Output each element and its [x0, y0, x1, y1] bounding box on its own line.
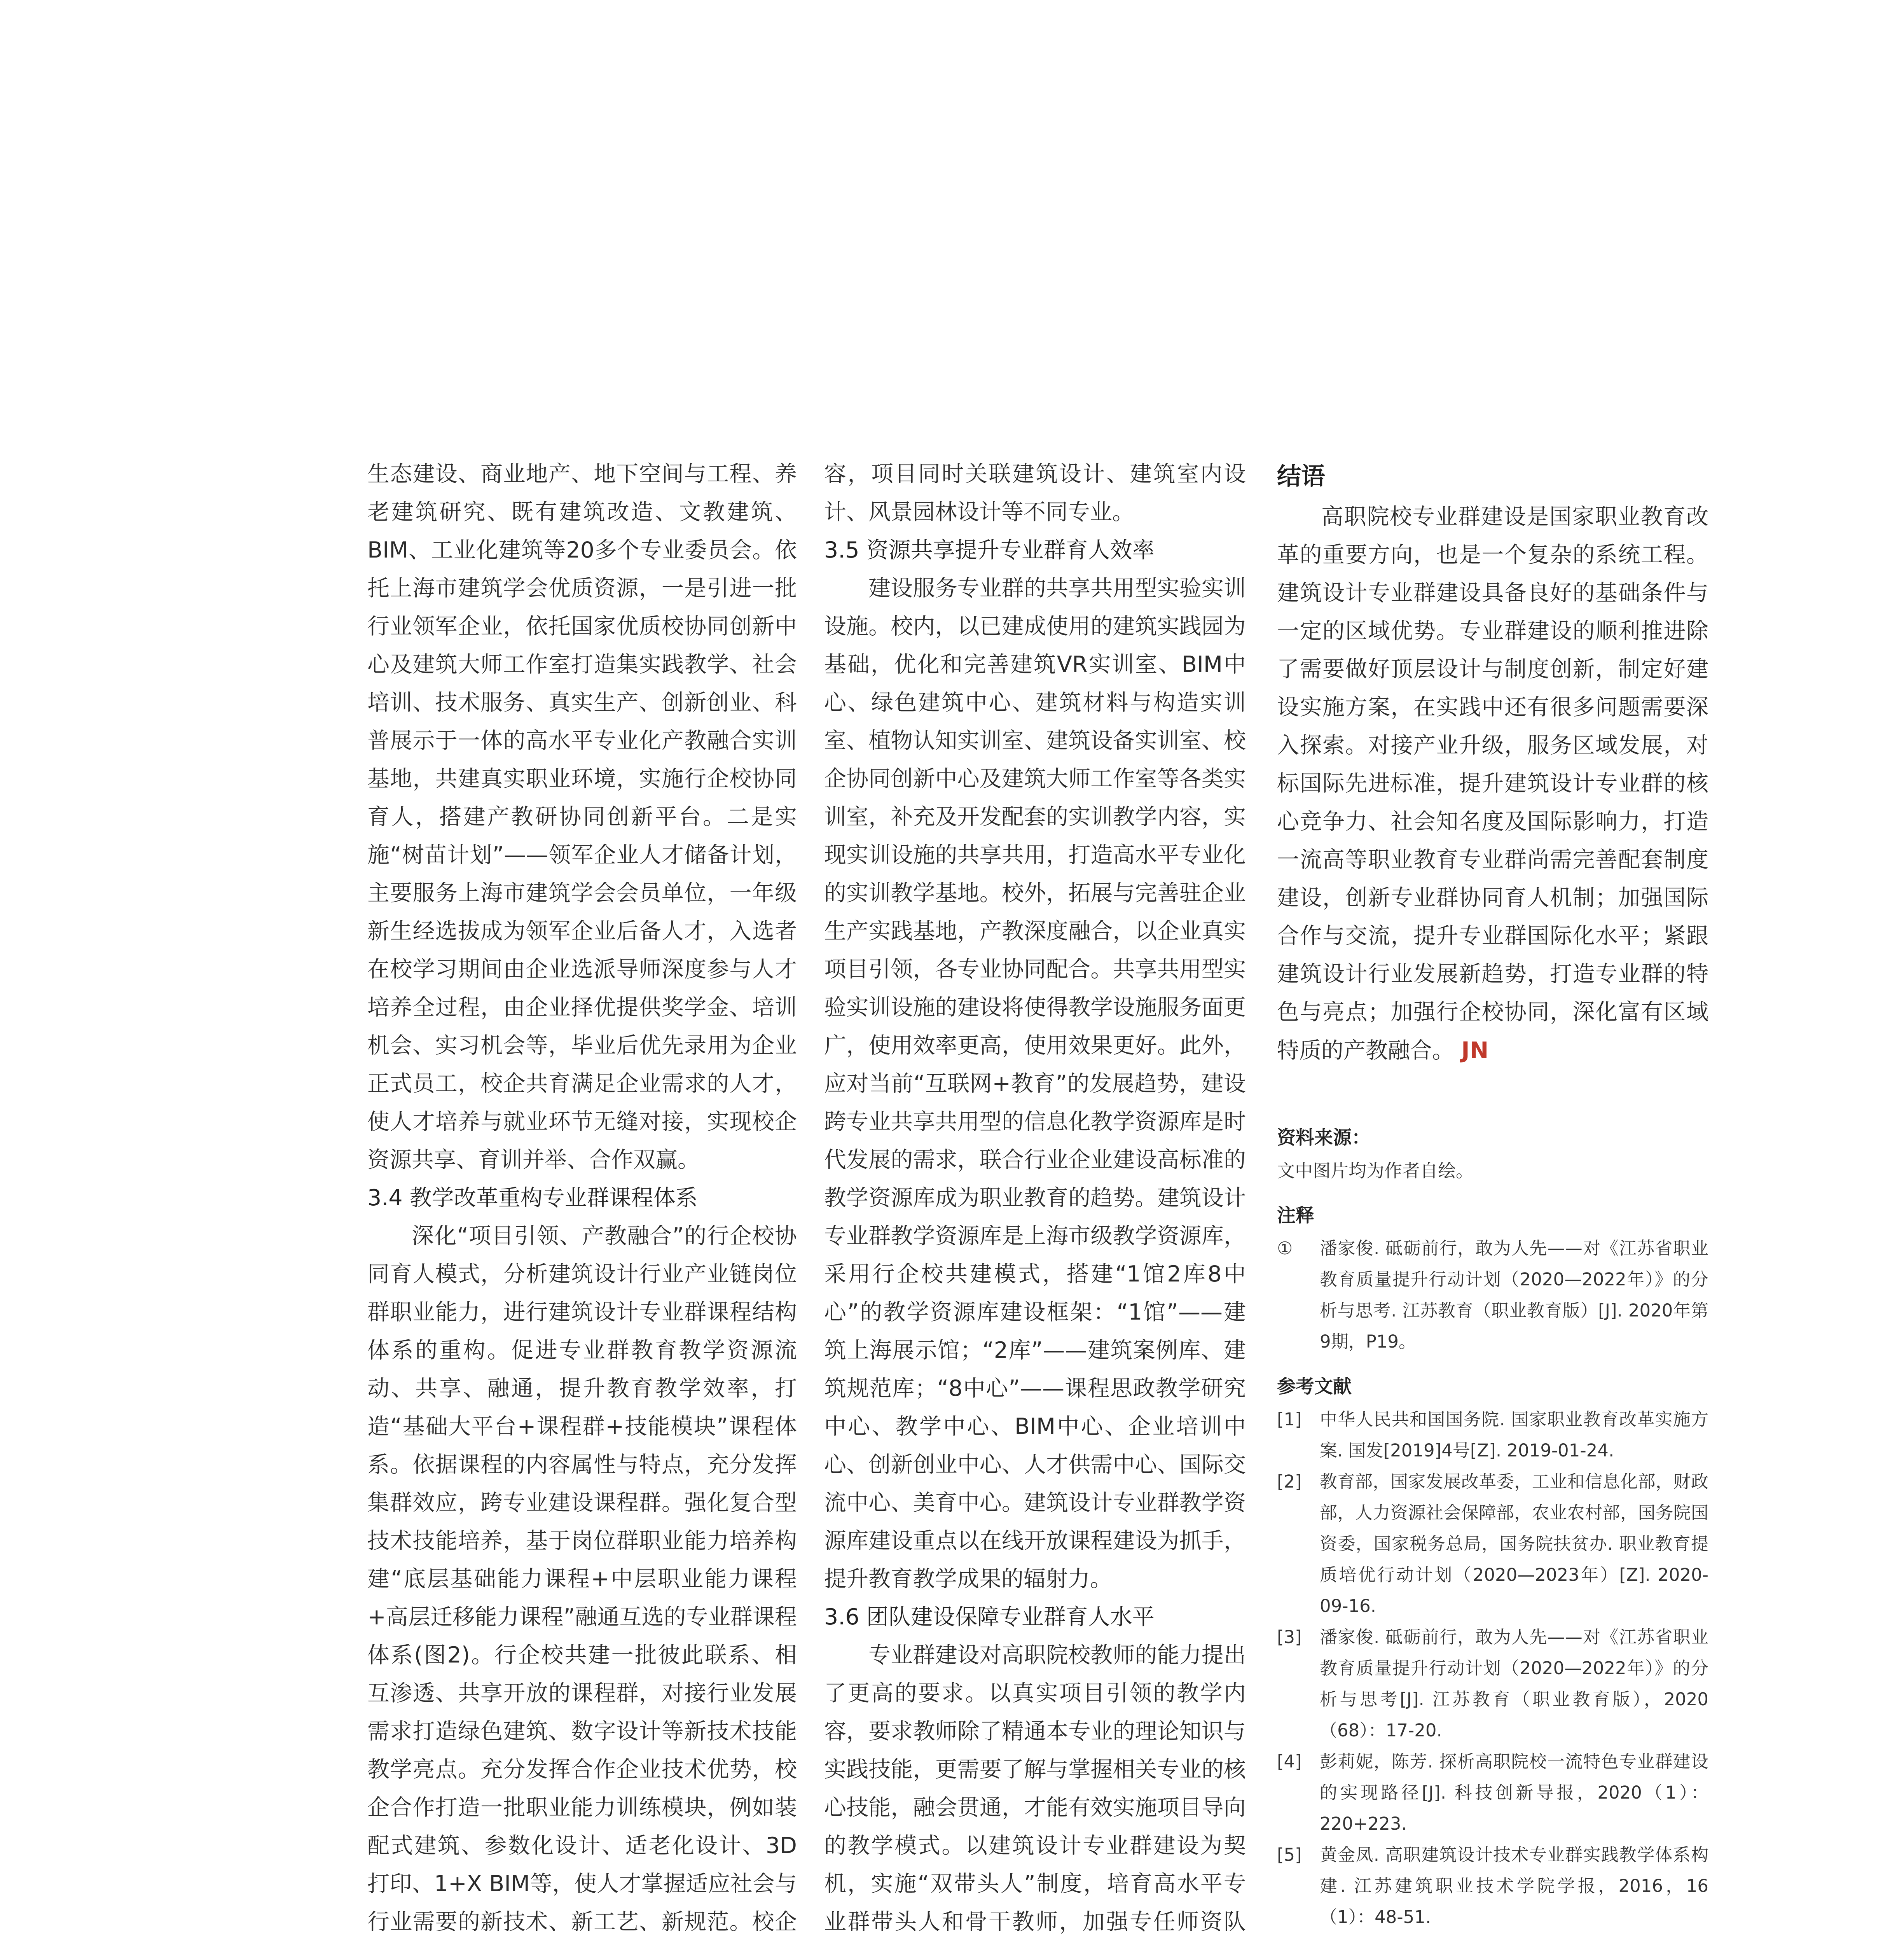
reference-item [1277, 1404, 1708, 1466]
body-paragraph: 建设服务专业群的共享共用型实验实训设施。校内，以已建成使用的建筑实践园为基础，优化和完善建筑VR实训室、BIM中心、绿色建筑中心、建筑材料与构造实训室、植物认知实训室、建筑设备实训室、校企协同创新中心及建筑大师工作室等各类实训室，补充及开发配套的实训教学内容，实现实训设施的共享共用，打造高水平专业化的实训教学基地。校外，拓展与完善驻企业生产实践基地，产教深度融合，以企业真实项目引领，各专业协同配合。共享共用型实验实训设施的建设将使得教学设施服务面更广，使用效率更高，使用效果更好。此外，应对当前“互联网+教育”的发展趋势，建设跨专业共享共用型的信息化教学资源库是时代发展的需求，联合行业企业建设高标准的教学资源库成为职业教育的趋势。建筑设计专业群教学资源库是上海市级教学资源库，采用行企校共建模式，搭建“1馆2库8中心”的教学资源库建设框架：“1馆”——建筑上海展示馆；“2库”——建筑案例库、建筑规范库；“8中心”——课程思政教学研究中心、教学中心、BIM中心、企业培训中心、创新创业中心、人才供需中心、国际交流中心、美育中心。建筑设计专业群教学资源库建设重点以在线开放课程建设为抓手，提升教育教学成果的辐射力。 [824, 575, 1246, 1592]
body-paragraph: 容，项目同时关联建筑设计、建筑室内设计、风景园林设计等不同专业。 [824, 461, 1246, 525]
end-mark-icon: JN [1461, 1037, 1489, 1063]
note-item [1277, 1233, 1708, 1357]
conclusion-paragraph [1277, 498, 1708, 1070]
notes-title: 注释 [1277, 1205, 1315, 1226]
column-right [1277, 455, 1708, 1944]
reference-text: 中华人民共和国国务院. 国家职业教育改革实施方案. 国发[2019]4号[Z]. 2019-01-24. [1320, 1409, 1708, 1461]
reference-item [1277, 1466, 1708, 1622]
note-text: 潘家俊. 砥砺前行，敢为人先——对《江苏省职业教育质量提升行动计划（2020—2022年）》的分析与思考. 江苏教育（职业教育版）[J]. 2020年第9期，P19。 [1320, 1238, 1708, 1352]
column-left [367, 455, 797, 1944]
reference-index: [3] [1277, 1627, 1302, 1647]
note-index: ① [1277, 1238, 1293, 1259]
reference-item [1277, 1746, 1708, 1839]
source-text: 文中图片均为作者自绘。 [1277, 1160, 1474, 1181]
conclusion-text: 高职院校专业群建设是国家职业教育改革的重要方向，也是一个复杂的系统工程。建筑设计专业群建设具备良好的基础条件与一定的区域优势。专业群建设的顺利推进除了需要做好顶层设计与制度创新，制定好建设实施方案，在实践中还有很多问题需要深入探索。对接产业升级，服务区域发展，对标国际先进标准，提升建筑设计专业群的核心竞争力、社会知名度及国际影响力，打造一流高等职业教育专业群尚需完善配套制度建设，创新专业群协同育人机制；加强国际合作与交流，提升专业群国际化水平；紧跟建筑设计行业发展新趋势，打造专业群的特色与亮点；加强行企校协同，深化富有区域特质的产教融合。 [1277, 504, 1708, 1063]
reference-index: [4] [1277, 1751, 1302, 1772]
references-title: 参考文献 [1277, 1376, 1352, 1397]
section-heading-3-5: 3.5 资源共享提升专业群育人效率 [824, 537, 1155, 563]
reference-text: 彭莉妮，陈芳. 探析高职院校一流特色专业群建设的实现路径[J]. 科技创新导报，2020（1）：220+223. [1320, 1751, 1708, 1834]
reference-text: 潘家俊. 砥砺前行，敢为人先——对《江苏省职业教育质量提升行动计划（2020—2022年）》的分析与思考[J]. 江苏教育（职业教育版），2020（68）：17-20. [1320, 1627, 1708, 1741]
reference-item [1277, 1839, 1708, 1933]
column-middle [824, 455, 1246, 1944]
reference-index: [5] [1277, 1844, 1302, 1865]
section-heading-3-6: 3.6 团队建设保障专业群育人水平 [824, 1604, 1155, 1630]
body-paragraph: 专业群建设对高职院校教师的能力提出了更高的要求。以真实项目引领的教学内容，要求教师除了精通本专业的理论知识与实践技能，更需要了解与掌握相关专业的核心技能，融会贯通，才能有效实施项目导向的教学模式。以建筑设计专业群建设为契机，实施“双带头人”制度，培育高水平专业群带头人和骨干教师，加强专任师资队 [824, 1642, 1246, 1935]
reference-text: 教育部，国家发展改革委，工业和信息化部，财政部，人力资源社会保障部，农业农村部，国务院国资委，国家税务总局，国务院扶贫办. 职业教育提质培优行动计划（2020—2023年）[Z]. 2020-09-16. [1320, 1471, 1708, 1616]
reference-item [1277, 1622, 1708, 1746]
body-paragraph: 深化“项目引领、产教融合”的行企校协同育人模式，分析建筑设计行业产业链岗位群职业能力，进行建筑设计专业群课程结构体系的重构。促进专业群教育教学资源流动、共享、融通，提升教育教学效率，打造“基础大平台+课程群+技能模块”课程体系。依据课程的内容属性与特点，充分发挥集群效应，跨专业建设课程群。强化复合型技术技能培养，基于岗位群职业能力培养构建“底层基础能力课程+中层职业能力课程+高层迁移能力课程”融通互选的专业群课程体系(图2)。行企校共建一批彼此联系、相互渗透、共享开放的课程群，对接行业发展需求打造绿色建筑、数字设计等新技术技能教学亮点。充分发挥合作企业技术优势，校企合作打造一批职业能力训练模块，例如装配式建筑、参数化设计、适老化设计、3D打印、1+X BIM等，使人才掌握适应社会与行业需要的新技术、新工艺、新规范。校企 [367, 1223, 797, 1935]
section-heading-3-4: 3.4 教学改革重构专业群课程体系 [367, 1185, 698, 1211]
source-title: 资料来源： [1277, 1127, 1371, 1149]
body-paragraph: 生态建设、商业地产、地下空间与工程、养老建筑研究、既有建筑改造、文教建筑、BIM、工业化建筑等20多个专业委员会。依托上海市建筑学会优质资源，一是引进一批行业领军企业，依托国家优质校协同创新中心及建筑大师工作室打造集实践教学、社会培训、技术服务、真实生产、创新创业、科普展示于一体的高水平专业化产教融合实训基地，共建真实职业环境，实施行企校协同育人，搭建产教研协同创新平台。二是实施“树苗计划”——领军企业人才储备计划，主要服务上海市建筑学会会员单位，一年级新生经选拔成为领军企业后备人才，入选者在校学习期间由企业选派导师深度参与人才培养全过程，由企业择优提供奖学金、培训机会、实习机会等，毕业后优先录用为企业正式员工，校企共育满足企业需求的人才，使人才培养与就业环节无缝对接，实现校企资源共享、育训并举、合作双赢。 [367, 461, 797, 1173]
conclusion-title: 结语 [1277, 462, 1326, 490]
reference-text: 黄金凤. 高职建筑设计技术专业群实践教学体系构建. 江苏建筑职业技术学院学报，2016，16（1）：48-51. [1320, 1844, 1708, 1927]
reference-index: [2] [1277, 1471, 1302, 1492]
reference-index: [1] [1277, 1409, 1302, 1430]
